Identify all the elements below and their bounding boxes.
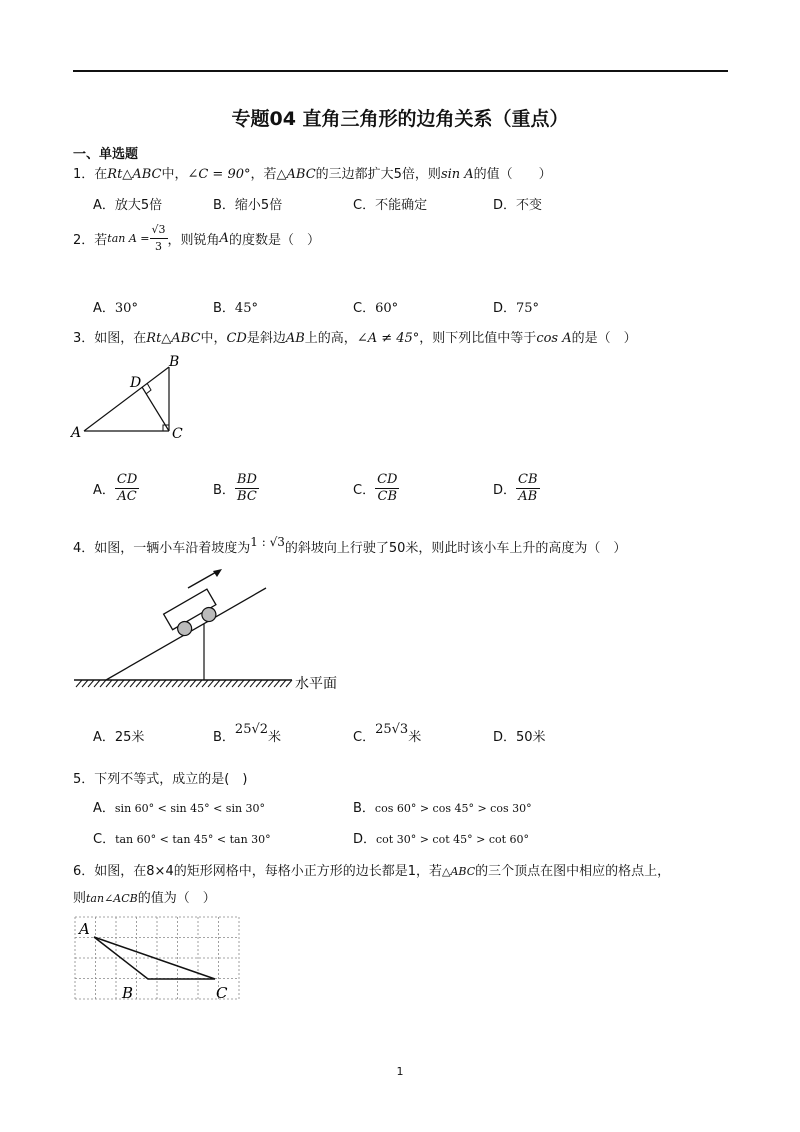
q4-direction-arrow (188, 571, 218, 588)
q1-option-c[interactable]: C．不能确定 (353, 198, 428, 213)
q1-math-rt: Rt△ABC (107, 167, 162, 182)
q2-option-label: A． (93, 301, 115, 316)
q3-option-label: A． (93, 483, 115, 498)
hatch-mark (238, 680, 244, 687)
q2-math-lhs: tan A = (107, 232, 150, 245)
hatch-mark (124, 680, 130, 687)
q3-text: 上的高， (304, 331, 357, 346)
q3-math-cos: cos A (536, 331, 572, 346)
q2-option-a[interactable] (93, 297, 138, 316)
q2-option-c[interactable] (353, 297, 398, 316)
q4-text: 的斜坡向上行驶了50米，则此时该小车上升的高度为（ ） (284, 541, 627, 556)
page-title: 专题04 直角三角形的边角关系（重点） (231, 108, 569, 130)
q1-option-b[interactable]: B．缩小5倍 (213, 198, 283, 213)
q3-text: 的是（ ） (571, 331, 637, 346)
q4-option-unit: 米 (268, 730, 282, 745)
hatch-mark (112, 680, 118, 687)
q3-label-c: C (172, 426, 183, 442)
question-6-line2 (73, 887, 216, 906)
q3-side-ab (84, 367, 169, 431)
q5-option-value: tan 60° < tan 45° < tan 30° (115, 833, 271, 846)
q4-option-d[interactable]: D．50米 (493, 730, 546, 745)
q3-option-d[interactable] (493, 472, 540, 505)
q3-option-c[interactable] (353, 472, 399, 505)
hatch-mark (268, 680, 274, 687)
hatch-mark (274, 680, 280, 687)
q4-slope-figure (70, 566, 360, 696)
hatch-mark (136, 680, 142, 687)
q2-text: 若 (94, 233, 108, 248)
q3-triangle-figure (70, 352, 200, 447)
q3-option-label: C． (353, 483, 376, 498)
q5-text: 下列不等式，成立的是( ) (94, 772, 248, 787)
q3-option-label: B． (213, 483, 235, 498)
hatch-mark (250, 680, 256, 687)
q5-option-value: cos 60° > cos 45° > cos 30° (374, 802, 532, 815)
q1-math-tri: △ABC (276, 167, 316, 182)
q3-option-label: D． (493, 483, 517, 498)
hatch-mark (190, 680, 196, 687)
q2-fraction (150, 222, 168, 255)
q2-fraction-num: √3 (150, 222, 168, 239)
hatch-mark (226, 680, 232, 687)
hatch-mark (202, 680, 208, 687)
q3-option-fraction (235, 472, 259, 505)
q4-text: 如图，一辆小车沿着坡度为 (94, 541, 251, 556)
q4-option-value: 25√2 (234, 722, 269, 737)
q3-math-cond: ∠A ≠ 45° (356, 331, 420, 346)
q4-option-c[interactable] (353, 718, 422, 745)
q3-fraction-num: BD (236, 472, 257, 487)
q1-option-d[interactable]: D．不变 (493, 198, 543, 213)
question-4 (73, 537, 626, 556)
q2-option-value: 30° (114, 301, 138, 316)
q4-arrow-head (213, 569, 222, 577)
hatch-mark (154, 680, 160, 687)
hatch-mark (232, 680, 238, 687)
hatch-mark (208, 680, 214, 687)
hatch-mark (178, 680, 184, 687)
q5-option-d[interactable] (353, 828, 529, 847)
q5-number: 5． (73, 772, 95, 787)
q2-option-label: C． (353, 301, 376, 316)
q3-text: ，则下列比值中等于 (419, 331, 537, 346)
q3-fraction-den: AC (117, 489, 137, 504)
q3-right-angle-d (146, 383, 151, 394)
q3-fraction-num: CB (518, 472, 538, 487)
hatch-mark (118, 680, 124, 687)
q2-number: 2． (73, 233, 95, 248)
q2-text: ，则锐角 (167, 233, 220, 248)
hatch-mark (130, 680, 136, 687)
q3-text: 如图，在 (94, 331, 147, 346)
q4-ground-hatch (76, 680, 292, 687)
hatch-mark (88, 680, 94, 687)
q3-fraction-num: CD (116, 472, 138, 487)
q6-label-a: A (79, 920, 90, 938)
q6-grid (75, 917, 239, 999)
hatch-mark (196, 680, 202, 687)
hatch-mark (214, 680, 220, 687)
hatch-mark (160, 680, 166, 687)
q4-math-ratio: 1 : √3 (250, 535, 285, 549)
hatch-mark (280, 680, 286, 687)
q5-option-label: D． (353, 832, 377, 847)
q2-option-value: 60° (375, 301, 399, 316)
q6-text: 如图，在8×4的矩形网格中，每格小正方形的边长都是1，若 (94, 864, 442, 879)
q5-option-label: B． (353, 801, 375, 816)
hatch-mark (142, 680, 148, 687)
hatch-mark (172, 680, 178, 687)
q3-number: 3． (73, 331, 95, 346)
q1-text: 的值（ ） (473, 167, 552, 182)
q6-grid-figure (70, 912, 245, 1007)
q5-option-label: C． (93, 832, 116, 847)
q3-option-b[interactable] (213, 472, 259, 505)
q2-fraction-den: 3 (155, 240, 163, 253)
q6-label-c: C (216, 984, 228, 1002)
q1-text: ，若 (250, 167, 277, 182)
q5-option-value: cot 30° > cot 45° > cot 60° (376, 833, 530, 846)
q3-fraction-den: CB (377, 489, 398, 504)
q3-fraction-den: BC (237, 489, 257, 504)
hatch-mark (100, 680, 106, 687)
q2-option-label: B． (213, 301, 235, 316)
question-1 (73, 163, 552, 182)
hatch-mark (220, 680, 226, 687)
q2-option-value: 75° (516, 301, 540, 316)
q4-ground-label: 水平面 (295, 676, 337, 692)
q3-label-a: A (71, 425, 82, 441)
q2-option-value: 45° (234, 301, 258, 316)
question-2 (73, 222, 320, 255)
q5-option-label: A． (93, 801, 115, 816)
q5-option-value: sin 60° < sin 45° < sin 30° (114, 802, 266, 815)
q1-text: 的三边都扩大5倍，则 (315, 167, 441, 182)
q4-option-value: 25√3 (375, 722, 409, 737)
q4-option-unit: 米 (408, 730, 422, 745)
q2-option-label: D． (493, 301, 517, 316)
q2-math-var: A (219, 231, 229, 246)
q3-option-fraction (516, 472, 540, 505)
q2-text: 的度数是（ ） (228, 233, 320, 248)
q6-text: 的三个顶点在图中相应的格点上， (475, 864, 671, 879)
hatch-mark (256, 680, 262, 687)
q6-label-b: B (122, 984, 134, 1002)
q1-option-a[interactable]: A．放大5倍 (93, 198, 163, 213)
q3-option-fraction (115, 472, 139, 505)
hatch-mark (262, 680, 268, 687)
hatch-mark (286, 680, 292, 687)
q1-text: 中， (161, 167, 188, 182)
q1-math-sin: sin A (440, 167, 474, 182)
hatch-mark (82, 680, 88, 687)
q1-math-cond: ∠C = 90° (187, 167, 251, 182)
hatch-mark (184, 680, 190, 687)
q3-math-rt: Rt△ABC (146, 331, 201, 346)
q3-text: 中， (200, 331, 227, 346)
q3-fraction-den: AB (518, 489, 538, 504)
q2-option-b[interactable] (213, 297, 258, 316)
q5-option-c[interactable] (93, 828, 271, 847)
hatch-mark (148, 680, 154, 687)
q1-number: 1． (73, 167, 95, 182)
question-6 (73, 860, 670, 879)
q6-number: 6． (73, 864, 95, 879)
q3-fraction-num: CD (377, 472, 398, 487)
q3-option-fraction (375, 472, 399, 505)
section-heading: 一、单选题 (73, 147, 139, 162)
q3-option-a[interactable] (93, 472, 139, 505)
q3-label-d: D (130, 375, 142, 391)
q6-text: 的值为（ ） (137, 891, 216, 906)
q6-math-tri: △ABC (442, 865, 476, 878)
q4-option-a[interactable]: A．25米 (93, 730, 145, 745)
hatch-mark (166, 680, 172, 687)
q3-math-ab: AB (285, 331, 305, 346)
q4-option-label: B． (213, 730, 235, 745)
q1-text: 在 (94, 167, 108, 182)
hatch-mark (244, 680, 250, 687)
question-3 (73, 327, 637, 346)
q3-label-b: B (169, 354, 180, 370)
q6-math-tan: tan∠ACB (86, 892, 138, 905)
q5-option-b[interactable] (353, 797, 532, 816)
q3-math-cd: CD (226, 331, 247, 346)
q2-option-d[interactable] (493, 297, 539, 316)
q4-cart (164, 589, 222, 640)
header-rule (73, 70, 728, 72)
q4-option-label: C． (353, 730, 376, 745)
q6-text: 则 (73, 891, 87, 906)
hatch-mark (106, 680, 112, 687)
q5-option-a[interactable] (93, 797, 265, 816)
question-5 (73, 768, 247, 787)
hatch-mark (94, 680, 100, 687)
page-number: 1 (396, 1065, 404, 1078)
q4-option-b[interactable] (213, 718, 282, 745)
q4-number: 4． (73, 541, 95, 556)
hatch-mark (76, 680, 82, 687)
q3-text: 是斜边 (246, 331, 286, 346)
